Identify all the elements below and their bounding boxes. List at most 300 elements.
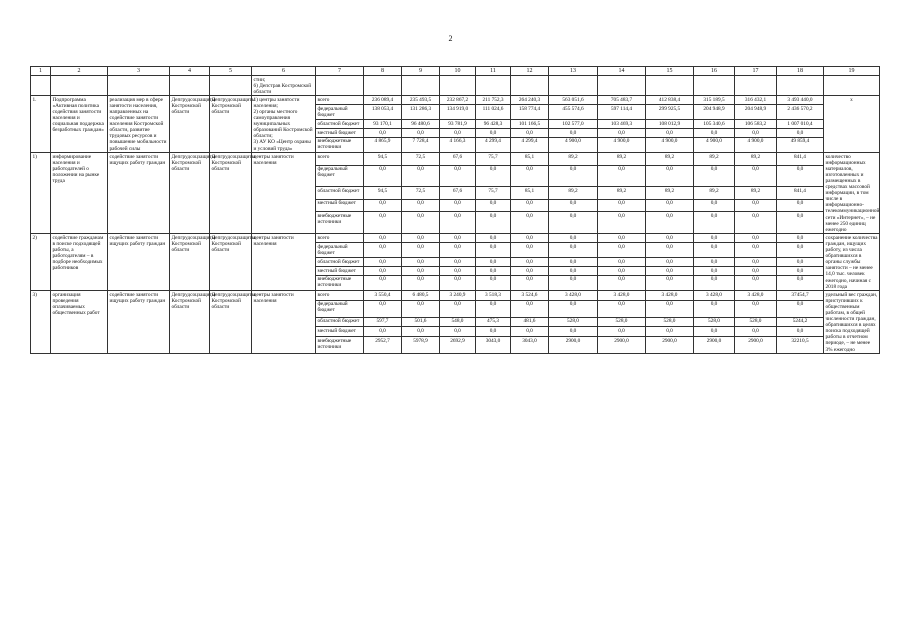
- value-cell: 0,0: [735, 129, 777, 138]
- value-cell: 0,0: [364, 212, 402, 234]
- value-cell: 111 024,6: [476, 105, 511, 120]
- value-cell: 528,0: [735, 317, 777, 327]
- participants: центры занятости населения: [252, 153, 316, 234]
- value-cell: 0,0: [402, 199, 440, 211]
- funding-source: местный бюджет: [316, 327, 364, 337]
- value-cell: 0,0: [549, 327, 598, 337]
- value-cell: 0,0: [476, 234, 511, 243]
- value-cell: 134 919,0: [440, 105, 476, 120]
- value-cell: 4 900,0: [549, 137, 598, 152]
- value-cell: 0,0: [735, 258, 777, 267]
- value-cell: 75,7: [476, 153, 511, 165]
- value-cell: 4 900,0: [735, 137, 777, 152]
- value-cell: 0,0: [598, 165, 646, 187]
- value-cell: 0,0: [440, 300, 476, 317]
- value-cell: 3 524,6: [511, 291, 549, 301]
- funding-source: внебюджетные источники: [316, 275, 364, 290]
- value-cell: 103 469,3: [598, 120, 646, 129]
- value-cell: 0,0: [777, 165, 824, 187]
- value-cell: 0,0: [646, 234, 694, 243]
- value-cell: 0,0: [598, 327, 646, 337]
- value-cell: 102 577,0: [549, 120, 598, 129]
- responsible-executor: Депгрудсоцзащиты Костромской области: [170, 234, 210, 291]
- value-cell: 0,0: [694, 300, 735, 317]
- value-cell: 89,2: [694, 153, 735, 165]
- value-cell: 4 900,0: [598, 137, 646, 152]
- value-cell: 0,0: [440, 129, 476, 138]
- value-cell: 0,0: [402, 300, 440, 317]
- value-cell: 94,5: [364, 187, 402, 199]
- value-cell: 0,0: [440, 165, 476, 187]
- value-cell: 3 518,3: [476, 291, 511, 301]
- value-cell: 0,0: [511, 212, 549, 234]
- value-cell: 6 480,5: [402, 291, 440, 301]
- funding-source: всего: [316, 234, 364, 243]
- value-cell: 72,5: [402, 153, 440, 165]
- co-executor: Депгрудсоцзащиты Костромской области: [210, 153, 252, 234]
- value-cell: 3 240,9: [440, 291, 476, 301]
- value-cell: 3 428,0: [646, 291, 694, 301]
- co-executor: Депгрудсоцзащиты Костромской области: [210, 234, 252, 291]
- funding-source: всего: [316, 291, 364, 301]
- value-cell: 475,3: [476, 317, 511, 327]
- measure-purpose: содействие занятости ищущих работу граждан: [108, 234, 170, 291]
- value-cell: 0,0: [364, 234, 402, 243]
- column-header: 3: [108, 67, 170, 76]
- value-cell: 0,0: [511, 199, 549, 211]
- table-cell: [476, 76, 511, 96]
- value-cell: 0,0: [735, 165, 777, 187]
- value-cell: 841,4: [777, 153, 824, 165]
- value-cell: 0,0: [476, 267, 511, 276]
- value-cell: 0,0: [549, 300, 598, 317]
- table-cell: [777, 76, 824, 96]
- value-cell: 0,0: [440, 267, 476, 276]
- value-cell: 0,0: [777, 243, 824, 258]
- value-cell: 0,0: [598, 300, 646, 317]
- row-number: 1): [31, 153, 51, 234]
- value-cell: 2692,9: [440, 337, 476, 354]
- expected-result: сохранение количества граждан, ищущих работу, из числа обратившихся в органы службы занятости – не менее 14,0 тыс. человек ежегодно, начиная с 2018 года: [825, 234, 878, 290]
- value-cell: 0,0: [511, 165, 549, 187]
- value-cell: 204 948,9: [735, 105, 777, 120]
- value-cell: 94,5: [364, 153, 402, 165]
- value-cell: 106 583,2: [735, 120, 777, 129]
- value-cell: 0,0: [646, 300, 694, 317]
- value-cell: 0,0: [777, 275, 824, 290]
- table-cell: [170, 76, 210, 96]
- value-cell: 0,0: [646, 267, 694, 276]
- value-cell: 4 900,0: [646, 137, 694, 152]
- column-header: 5: [210, 67, 252, 76]
- expected-result: количество информационных материалов, изготовленных и размещенных в средствах массовой информации, в том числе в информационно-телекоммуникационной сети «Интернет», – не менее 250 единиц ежегодно: [825, 153, 880, 233]
- value-cell: 105 340,6: [694, 120, 735, 129]
- value-cell: 0,0: [549, 199, 598, 211]
- value-cell: 0,0: [476, 165, 511, 187]
- value-cell: 131 286,3: [402, 105, 440, 120]
- value-cell: 705 483,7: [598, 96, 646, 105]
- column-header: 2: [51, 67, 108, 76]
- value-cell: 2900,0: [598, 337, 646, 354]
- table-row: [31, 96, 880, 105]
- value-cell: 0,0: [476, 199, 511, 211]
- program-name: Подпрограмма «Активная политика содействия занятости населения и социальная поддержка безработных граждан»: [51, 96, 108, 153]
- value-cell: 0,0: [476, 212, 511, 234]
- value-cell: 0,0: [440, 327, 476, 337]
- value-cell: 89,2: [646, 187, 694, 199]
- value-cell: 204 948,9: [694, 105, 735, 120]
- co-executor: Депгрудсоцзащиты Костромской области: [210, 291, 252, 354]
- value-cell: 528,0: [598, 317, 646, 327]
- value-cell: 3 428,0: [735, 291, 777, 301]
- funding-source: федеральный бюджет: [316, 300, 364, 317]
- column-header: 11: [476, 67, 511, 76]
- value-cell: 0,0: [440, 275, 476, 290]
- value-cell: 4 865,9: [364, 137, 402, 152]
- value-cell: 89,2: [646, 153, 694, 165]
- value-cell: 0,0: [364, 327, 402, 337]
- value-cell: 315 189,5: [694, 96, 735, 105]
- value-cell: 0,0: [646, 327, 694, 337]
- value-cell: 0,0: [402, 243, 440, 258]
- funding-source: федеральный бюджет: [316, 105, 364, 120]
- value-cell: 0,0: [440, 243, 476, 258]
- value-cell: 0,0: [549, 267, 598, 276]
- value-cell: 0,0: [777, 267, 824, 276]
- value-cell: 3 493 440,0: [777, 96, 824, 105]
- value-cell: 93 170,1: [364, 120, 402, 129]
- value-cell: 0,0: [549, 243, 598, 258]
- value-cell: 0,0: [402, 129, 440, 138]
- column-header: 16: [694, 67, 735, 76]
- value-cell: 3 428,0: [549, 291, 598, 301]
- value-cell: 0,0: [402, 267, 440, 276]
- value-cell: 501,6: [402, 317, 440, 327]
- value-cell: 5978,9: [402, 337, 440, 354]
- value-cell: 0,0: [694, 327, 735, 337]
- value-cell: 0,0: [598, 275, 646, 290]
- header-row: [31, 67, 880, 76]
- value-cell: 0,0: [777, 258, 824, 267]
- value-cell: 138 053,4: [364, 105, 402, 120]
- value-cell: 0,0: [777, 199, 824, 211]
- value-cell: 299 925,5: [646, 105, 694, 120]
- value-cell: 0,0: [364, 129, 402, 138]
- value-cell: 2 436 570,2: [777, 105, 824, 120]
- value-cell: 0,0: [511, 327, 549, 337]
- value-cell: 0,0: [777, 212, 824, 234]
- value-cell: 0,0: [511, 267, 549, 276]
- carry-over-row: [31, 76, 880, 96]
- value-cell: 3 428,0: [598, 291, 646, 301]
- table-cell: [694, 76, 735, 96]
- table-cell: [316, 76, 364, 96]
- value-cell: 75,7: [476, 187, 511, 199]
- program-name: содействие гражданам в поиске подходящей работы, а работодателям – в подборе необходимых работников: [51, 234, 108, 291]
- carry-over-text: стии; 6) Депстрав Костромской области: [252, 76, 316, 96]
- value-cell: 597,7: [364, 317, 402, 327]
- value-cell: 548,0: [440, 317, 476, 327]
- column-header: 8: [364, 67, 402, 76]
- value-cell: 4 299,4: [511, 137, 549, 152]
- value-cell: 0,0: [598, 258, 646, 267]
- value-cell: 0,0: [694, 212, 735, 234]
- value-cell: 89,2: [735, 153, 777, 165]
- value-cell: 0,0: [476, 327, 511, 337]
- value-cell: 0,0: [364, 275, 402, 290]
- funding-source: федеральный бюджет: [316, 165, 364, 187]
- column-header: 15: [646, 67, 694, 76]
- expected-result: x: [824, 96, 880, 153]
- table-cell: [402, 76, 440, 96]
- value-cell: 3 550,4: [364, 291, 402, 301]
- column-header: 12: [511, 67, 549, 76]
- value-cell: 2900,0: [549, 337, 598, 354]
- value-cell: 89,2: [598, 153, 646, 165]
- value-cell: 528,0: [694, 317, 735, 327]
- responsible-executor: Депгрудсоцзащиты Костромской области: [170, 96, 210, 153]
- value-cell: 96 480,6: [402, 120, 440, 129]
- value-cell: 0,0: [694, 165, 735, 187]
- value-cell: 0,0: [694, 199, 735, 211]
- value-cell: 0,0: [511, 275, 549, 290]
- value-cell: 0,0: [598, 234, 646, 243]
- value-cell: 96 428,3: [476, 120, 511, 129]
- table-cell: [646, 76, 694, 96]
- value-cell: 0,0: [694, 258, 735, 267]
- value-cell: 0,0: [777, 300, 824, 317]
- funding-source: внебюджетные источники: [316, 212, 364, 234]
- value-cell: 0,0: [549, 258, 598, 267]
- value-cell: 264 240,3: [511, 96, 549, 105]
- funding-source: федеральный бюджет: [316, 243, 364, 258]
- value-cell: 0,0: [549, 129, 598, 138]
- value-cell: 5244,2: [777, 317, 824, 327]
- value-cell: 0,0: [364, 258, 402, 267]
- column-header: 17: [735, 67, 777, 76]
- value-cell: 4 299,4: [476, 137, 511, 152]
- column-header: 7: [316, 67, 364, 76]
- value-cell: 4 166,3: [440, 137, 476, 152]
- value-cell: 7 728,4: [402, 137, 440, 152]
- value-cell: 0,0: [402, 165, 440, 187]
- value-cell: 0,0: [598, 199, 646, 211]
- value-cell: 211 752,3: [476, 96, 511, 105]
- value-cell: 0,0: [440, 258, 476, 267]
- value-cell: 0,0: [646, 165, 694, 187]
- value-cell: 89,2: [598, 187, 646, 199]
- value-cell: 0,0: [476, 129, 511, 138]
- value-cell: 0,0: [735, 300, 777, 317]
- program-table: [30, 66, 880, 354]
- value-cell: 3043,0: [476, 337, 511, 354]
- column-header: 6: [252, 67, 316, 76]
- value-cell: 0,0: [694, 234, 735, 243]
- value-cell: 0,0: [646, 243, 694, 258]
- row-number: 1.: [31, 96, 51, 153]
- table-row: [31, 234, 880, 243]
- value-cell: 0,0: [364, 267, 402, 276]
- participants: центры занятости населения: [252, 234, 316, 291]
- value-cell: 89,2: [549, 153, 598, 165]
- value-cell: 236 089,4: [364, 96, 402, 105]
- funding-source: областной бюджет: [316, 120, 364, 129]
- funding-source: всего: [316, 153, 364, 165]
- value-cell: 89,2: [694, 187, 735, 199]
- value-cell: 0,0: [646, 199, 694, 211]
- value-cell: 0,0: [598, 212, 646, 234]
- value-cell: 3043,0: [511, 337, 549, 354]
- funding-source: областной бюджет: [316, 187, 364, 199]
- value-cell: 2952,7: [364, 337, 402, 354]
- column-header: 14: [598, 67, 646, 76]
- value-cell: 0,0: [402, 234, 440, 243]
- value-cell: 0,0: [598, 129, 646, 138]
- value-cell: 0,0: [694, 275, 735, 290]
- value-cell: 101 166,5: [511, 120, 549, 129]
- value-cell: 0,0: [694, 267, 735, 276]
- value-cell: 93 781,9: [440, 120, 476, 129]
- value-cell: 0,0: [777, 327, 824, 337]
- value-cell: 32210,5: [777, 337, 824, 354]
- column-header: 10: [440, 67, 476, 76]
- expected-result: удельный вес граждан, приступивших к общественным работам, в общей численности граждан, обратившихся в целях поиска подходящей работы в отчетном периоде, – не менее 3% ежегодно: [824, 291, 880, 354]
- value-cell: 0,0: [549, 275, 598, 290]
- value-cell: 89,2: [735, 187, 777, 199]
- co-executor: Депгрудсоцзащиты Костромской области: [210, 96, 252, 153]
- column-header: 4: [170, 67, 210, 76]
- value-cell: 0,0: [364, 243, 402, 258]
- participants: центры занятости населения: [252, 291, 316, 354]
- funding-source: местный бюджет: [316, 267, 364, 276]
- value-cell: 0,0: [511, 234, 549, 243]
- measure-purpose: содействие занятости ищущих работу граждан: [108, 153, 170, 234]
- value-cell: 0,0: [735, 212, 777, 234]
- value-cell: 85,1: [511, 153, 549, 165]
- table-cell: [824, 76, 880, 96]
- measure-purpose: содействие занятости ищущих работу граждан: [108, 291, 170, 354]
- value-cell: 4 900,0: [694, 137, 735, 152]
- value-cell: 0,0: [735, 199, 777, 211]
- responsible-executor: Депгрудсоцзащиты Костромской области: [170, 153, 210, 234]
- value-cell: 0,0: [364, 199, 402, 211]
- value-cell: 0,0: [476, 300, 511, 317]
- value-cell: 0,0: [511, 258, 549, 267]
- value-cell: 2900,0: [735, 337, 777, 354]
- value-cell: 2900,0: [694, 337, 735, 354]
- row-number: 2): [31, 234, 51, 291]
- value-cell: 0,0: [646, 129, 694, 138]
- value-cell: 0,0: [364, 165, 402, 187]
- value-cell: 597 114,4: [598, 105, 646, 120]
- value-cell: 455 574,6: [549, 105, 598, 120]
- value-cell: 0,0: [476, 275, 511, 290]
- value-cell: 0,0: [646, 212, 694, 234]
- value-cell: 0,0: [402, 275, 440, 290]
- value-cell: 0,0: [440, 234, 476, 243]
- value-cell: 481,6: [511, 317, 549, 327]
- funding-source: внебюджетные источники: [316, 337, 364, 354]
- value-cell: 0,0: [735, 327, 777, 337]
- value-cell: 37454,7: [777, 291, 824, 301]
- funding-source: местный бюджет: [316, 129, 364, 138]
- value-cell: 72,5: [402, 187, 440, 199]
- value-cell: 0,0: [735, 234, 777, 243]
- value-cell: 0,0: [511, 300, 549, 317]
- value-cell: 563 051,6: [549, 96, 598, 105]
- value-cell: 528,0: [549, 317, 598, 327]
- value-cell: 0,0: [402, 258, 440, 267]
- table-cell: [598, 76, 646, 96]
- value-cell: 0,0: [402, 212, 440, 234]
- value-cell: 1 007 010,4: [777, 120, 824, 129]
- value-cell: 2900,0: [646, 337, 694, 354]
- row-number: 3): [31, 291, 51, 354]
- funding-source: внебюджетные источники: [316, 137, 364, 152]
- table-cell: [440, 76, 476, 96]
- table-cell: [31, 76, 51, 96]
- table-cell: [51, 76, 108, 96]
- value-cell: 67,6: [440, 187, 476, 199]
- funding-source: областной бюджет: [316, 258, 364, 267]
- value-cell: 49 859,4: [777, 137, 824, 152]
- value-cell: 0,0: [598, 267, 646, 276]
- program-name: информирование населения и работодателей о положении на рынке труда: [51, 153, 108, 234]
- value-cell: 841,4: [777, 187, 824, 199]
- value-cell: 0,0: [476, 258, 511, 267]
- value-cell: 3 428,0: [694, 291, 735, 301]
- value-cell: 89,2: [549, 187, 598, 199]
- funding-source: всего: [316, 96, 364, 105]
- value-cell: 528,0: [646, 317, 694, 327]
- column-header: 18: [777, 67, 824, 76]
- value-cell: 0,0: [694, 129, 735, 138]
- value-cell: 158 774,4: [511, 105, 549, 120]
- value-cell: 0,0: [735, 267, 777, 276]
- funding-source: областной бюджет: [316, 317, 364, 327]
- value-cell: 0,0: [440, 199, 476, 211]
- value-cell: 235 493,5: [402, 96, 440, 105]
- value-cell: 0,0: [440, 212, 476, 234]
- table-cell: [210, 76, 252, 96]
- value-cell: 232 867,2: [440, 96, 476, 105]
- measure-purpose: реализация мер в сфере занятости населения, направленных на содействие занятости населения Костромской области, развитие трудовых ресурсов и повышение мобильности рабочей силы: [108, 96, 170, 153]
- value-cell: 0,0: [364, 300, 402, 317]
- value-cell: 0,0: [777, 234, 824, 243]
- value-cell: 412 838,4: [646, 96, 694, 105]
- value-cell: 0,0: [476, 243, 511, 258]
- table-cell: [549, 76, 598, 96]
- value-cell: 0,0: [598, 243, 646, 258]
- value-cell: 67,6: [440, 153, 476, 165]
- value-cell: 0,0: [646, 258, 694, 267]
- value-cell: 0,0: [735, 275, 777, 290]
- page-number: 2: [448, 34, 453, 43]
- participants: 1) центры занятости населения; 2) органы местного самоуправления муниципальных образований Костромской области; 3) АУ КО «Центр охраны и условий труда»: [252, 96, 316, 153]
- value-cell: 0,0: [402, 327, 440, 337]
- table-cell: [364, 76, 402, 96]
- responsible-executor: Депгрудсоцзащиты Костромской области: [170, 291, 210, 354]
- value-cell: 0,0: [646, 275, 694, 290]
- funding-source: местный бюджет: [316, 199, 364, 211]
- table-cell: [511, 76, 549, 96]
- value-cell: 0,0: [549, 212, 598, 234]
- value-cell: 0,0: [735, 243, 777, 258]
- program-name: организация проведения оплачиваемых общественных работ: [51, 291, 108, 354]
- value-cell: 0,0: [511, 129, 549, 138]
- table-row: [31, 291, 880, 301]
- column-header: 19: [824, 67, 880, 76]
